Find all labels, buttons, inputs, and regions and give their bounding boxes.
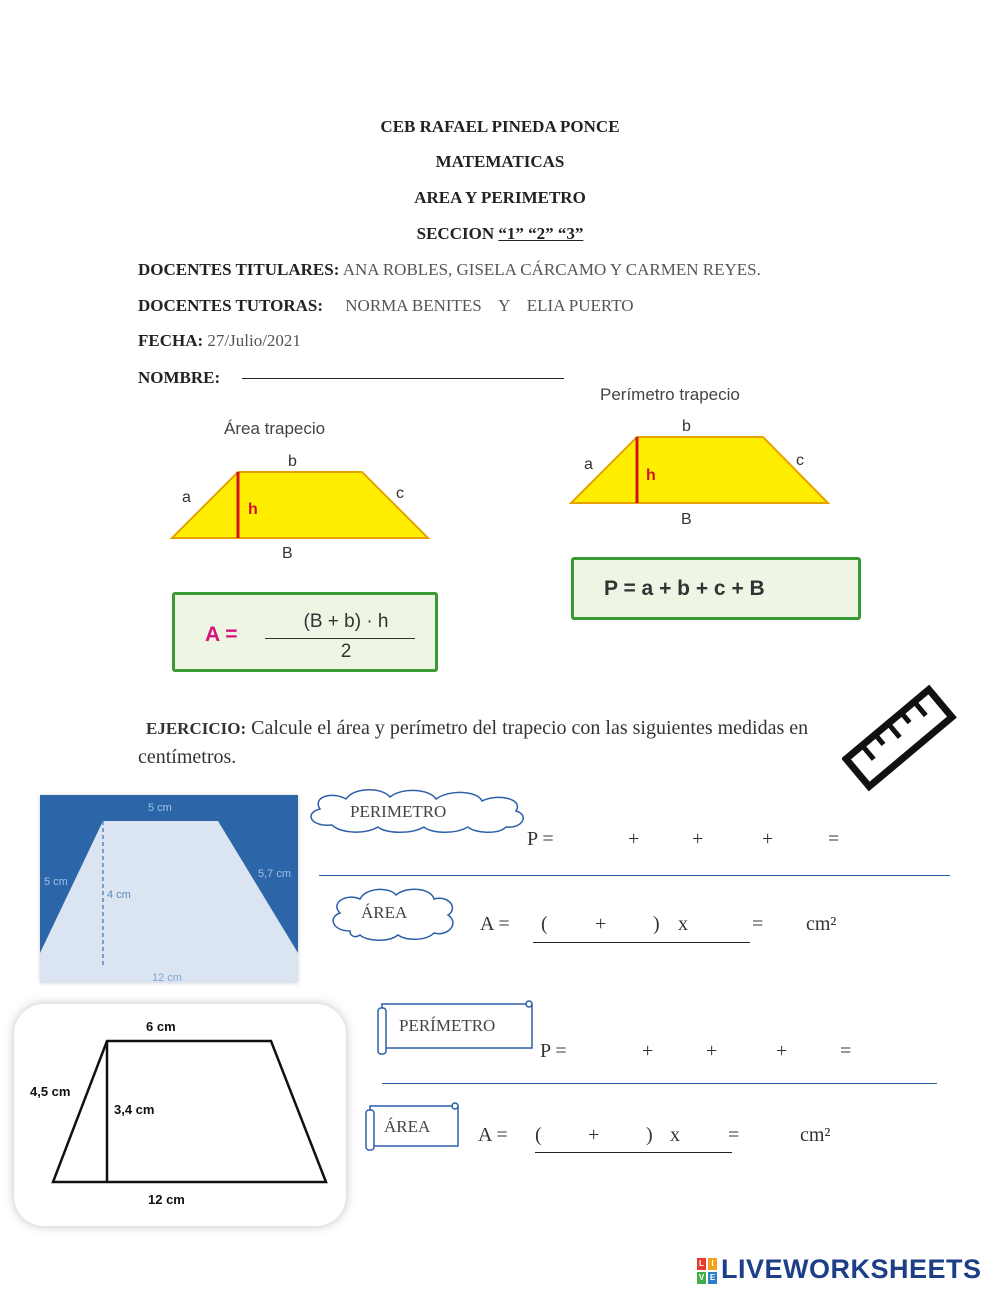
p1-times: x xyxy=(678,913,688,935)
p1-plus-3: + xyxy=(762,828,774,850)
trapezoid2-image xyxy=(14,1004,346,1226)
area-label-a: a xyxy=(182,489,191,506)
perimeter-trapezoid-shape xyxy=(571,437,828,503)
p1-plus-2: + xyxy=(692,828,704,850)
area-label-B: B xyxy=(282,545,293,562)
p2-area-lhs: A = xyxy=(478,1124,508,1146)
nombre-line xyxy=(138,368,220,388)
area-scroll-2 xyxy=(360,1100,465,1152)
area-label-h: h xyxy=(248,501,258,518)
p2-close-paren: ) xyxy=(646,1124,653,1146)
perimeter-label-b: b xyxy=(682,418,691,435)
p2-plus-3: + xyxy=(776,1040,788,1062)
trapezoid1-right-label: 5,7 cm xyxy=(258,868,292,880)
p2-plus-1: + xyxy=(642,1040,654,1062)
p2-divider xyxy=(382,1083,937,1084)
exercise-label: EJERCICIO: xyxy=(146,719,247,738)
trapezoid2-top-label: 6 cm xyxy=(146,1019,176,1034)
school-name: CEB RAFAEL PINEDA PONCE xyxy=(380,117,620,136)
p2-area-equals: = xyxy=(728,1124,740,1146)
p1-close-paren: ) xyxy=(653,913,660,935)
fecha-label: FECHA: xyxy=(138,331,204,350)
exercise-instruction xyxy=(138,714,838,772)
perimeter-diagram-title: Perímetro trapecio xyxy=(600,385,740,404)
p2-equals: = xyxy=(840,1040,852,1062)
p2-open-paren: ( xyxy=(535,1124,542,1146)
area-label-b: b xyxy=(288,453,297,470)
p1-open-paren: ( xyxy=(541,913,548,935)
fecha-line xyxy=(138,331,301,351)
area-formula-numerator: (B + b) · h xyxy=(303,611,389,632)
tutoras-label: DOCENTES TUTORAS: xyxy=(138,296,324,315)
area-formula-lhs: A = xyxy=(205,623,238,646)
titulares-label: DOCENTES TITULARES: xyxy=(138,260,340,279)
p1-equals: = xyxy=(828,828,840,850)
p2-area-plus: + xyxy=(588,1124,600,1146)
area-formula-fraction-bar xyxy=(265,638,415,639)
logo-letter-4: E xyxy=(709,1273,716,1282)
section-label: SECCION xyxy=(416,224,495,243)
area-trapezoid-figure xyxy=(160,448,450,568)
area-label-1: ÁREA xyxy=(361,903,408,922)
trapezoid2-shape xyxy=(53,1041,326,1182)
p2-perimeter-lhs: P = xyxy=(540,1040,567,1062)
trapezoid1-figure xyxy=(40,795,298,983)
trapezoid1-left-label: 5 cm xyxy=(44,876,68,888)
perimeter-formula: P = a + b + c + B xyxy=(604,577,765,600)
p1-perimeter-lhs: P = xyxy=(527,828,554,850)
nombre-label: NOMBRE: xyxy=(138,368,221,387)
nombre-input-line[interactable] xyxy=(242,378,564,379)
section-value: “1” “2” “3” xyxy=(498,224,584,243)
area-formula-denominator: 2 xyxy=(340,641,352,662)
perimeter-label-a: a xyxy=(584,456,593,473)
logo-mark-icon xyxy=(697,1258,717,1284)
ruler-icon xyxy=(842,682,957,794)
trapezoid2-height-label: 3,4 cm xyxy=(114,1102,155,1117)
section-line xyxy=(0,224,1000,244)
p2-area-underline xyxy=(535,1152,732,1153)
area-cloud-1 xyxy=(326,885,460,943)
perimetro-label-1: PERIMETRO xyxy=(350,802,447,821)
trapezoid1-top-label: 5 cm xyxy=(148,802,172,814)
logo-letter-1: L xyxy=(697,1258,706,1270)
perimeter-formula-box xyxy=(571,557,861,620)
area-diagram-title: Área trapecio xyxy=(224,419,326,438)
p1-area-lhs: A = xyxy=(480,913,510,935)
tutoras-value: NORMA BENITES Y ELIA PUERTO xyxy=(345,296,634,315)
logo-brand-text: LIVEWORKSHEETS xyxy=(721,1254,982,1284)
fecha-value: 27/Julio/2021 xyxy=(207,331,301,350)
exercise-text: Calcule el área y perímetro del trapecio con las siguientes medidas en centímetros. xyxy=(138,717,809,768)
p1-divider xyxy=(319,875,950,876)
p2-area-unit: cm² xyxy=(800,1124,831,1146)
area-formula-box xyxy=(172,592,438,672)
logo-letter-3: V xyxy=(698,1273,705,1282)
area-label-2: ÁREA xyxy=(384,1117,431,1136)
docentes-titulares-line xyxy=(138,260,761,280)
logo-letter-2: I xyxy=(708,1258,717,1270)
liveworksheets-logo[interactable] xyxy=(697,1256,993,1286)
p1-area-plus: + xyxy=(595,913,607,935)
area-trapezoid-shape xyxy=(172,472,428,538)
perimetro-scroll-2 xyxy=(372,998,537,1058)
titulares-value: ANA ROBLES, GISELA CÁRCAMO Y CARMEN REYES. xyxy=(342,260,761,279)
p2-times: x xyxy=(670,1124,680,1146)
area-label-c: c xyxy=(396,485,404,502)
p1-area-underline xyxy=(533,942,750,943)
trapezoid1-image xyxy=(40,795,298,983)
p2-plus-2: + xyxy=(706,1040,718,1062)
perimeter-label-h: h xyxy=(646,467,656,484)
trapezoid2-bottom-label: 12 cm xyxy=(148,1192,185,1207)
perimeter-trapezoid-figure xyxy=(560,413,850,533)
p1-plus-1: + xyxy=(628,828,640,850)
trapezoid1-bottom-label: 12 cm xyxy=(152,972,182,983)
perimetro-label-2: PERÍMETRO xyxy=(399,1016,496,1035)
p1-area-equals: = xyxy=(752,913,764,935)
perimeter-label-B: B xyxy=(681,511,692,528)
perimetro-cloud-1 xyxy=(302,785,532,835)
subject-title: MATEMATICAS xyxy=(435,152,565,171)
p1-area-unit: cm² xyxy=(806,913,837,935)
docentes-tutoras-line xyxy=(138,296,634,316)
topic-title: AREA Y PERIMETRO xyxy=(414,188,586,207)
trapezoid2-figure xyxy=(14,1004,346,1226)
trapezoid1-height-label: 4 cm xyxy=(107,889,131,901)
perimeter-label-c: c xyxy=(796,452,804,469)
trapezoid2-left-label: 4,5 cm xyxy=(30,1084,71,1099)
